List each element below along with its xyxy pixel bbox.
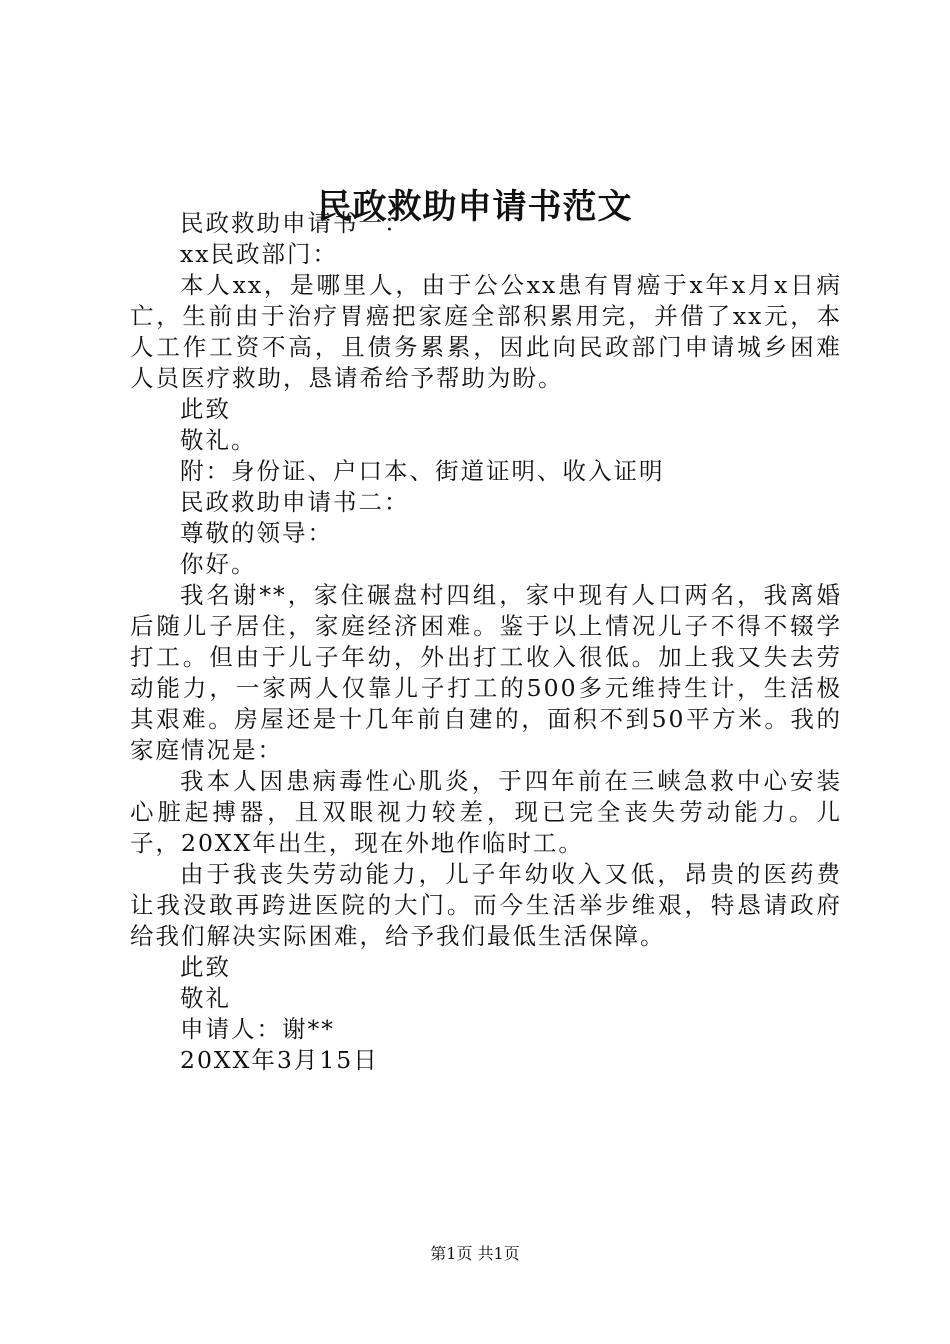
paragraph-attachments: 附：身份证、户口本、街道证明、收入证明	[180, 457, 665, 485]
paragraph-applicant: 申请人：谢**	[180, 1015, 335, 1043]
paragraph-body-two-c: 由于我丧失劳动能力，儿子年幼收入又低，昂贵的医药费让我没敢再跨进医院的大门。而今生活举步维艰，特恳请政府给我们解决实际困难，给予我们最低生活保障。	[130, 860, 842, 950]
paragraph-body-one: 本人xx，是哪里人，由于公公xx患有胃癌于x年x月x日病亡，生前由于治疗胃癌把家庭全部积累用完，并借了xx元，本人工作工资不高，且债务累累，因此向民政部门申请城乡困难人员医疗救助，恳请希给予帮助为盼。	[130, 271, 842, 392]
paragraph-heading-one: 民政救助申请书一：	[180, 209, 410, 237]
paragraph-body-two-b: 我本人因患病毒性心肌炎，于四年前在三峡急救中心安装心脏起搏器，且双眼视力较差，现已完全丧失劳动能力。儿子，20XX年出生，现在外地作临时工。	[130, 767, 842, 857]
paragraph-salute-one: 敬礼。	[180, 426, 257, 454]
paragraph-date: 20XX年3月15日	[180, 1046, 379, 1074]
document-body	[130, 208, 842, 1076]
paragraph-body-two-a: 我名谢**，家住碾盘村四组，家中现有人口两名，我离婚后随儿子居住，家庭经济困难。鉴于以上情况儿子不得不辍学打工。但由于儿子年幼，外出打工收入很低。加上我又失去劳动能力，一家两人仅靠儿子打工的500多元维持生计，生活极其艰难。房屋还是十几年前自建的，面积不到50平方米。我的家庭情况是：	[130, 581, 842, 764]
paragraph-greeting: 你好。	[180, 550, 257, 578]
paragraph-closing-two: 此致	[180, 953, 231, 981]
page-footer: 第1页 共1页	[430, 1244, 520, 1263]
paragraph-closing-one: 此致	[180, 395, 231, 423]
paragraph-recipient-one: xx民政部门：	[180, 240, 339, 268]
paragraph-heading-two: 民政救助申请书二：	[180, 488, 410, 516]
paragraph-salute-two: 敬礼	[180, 984, 231, 1012]
paragraph-recipient-two: 尊敬的领导：	[180, 519, 333, 547]
document-title: 民政救助申请书范文	[317, 187, 633, 227]
